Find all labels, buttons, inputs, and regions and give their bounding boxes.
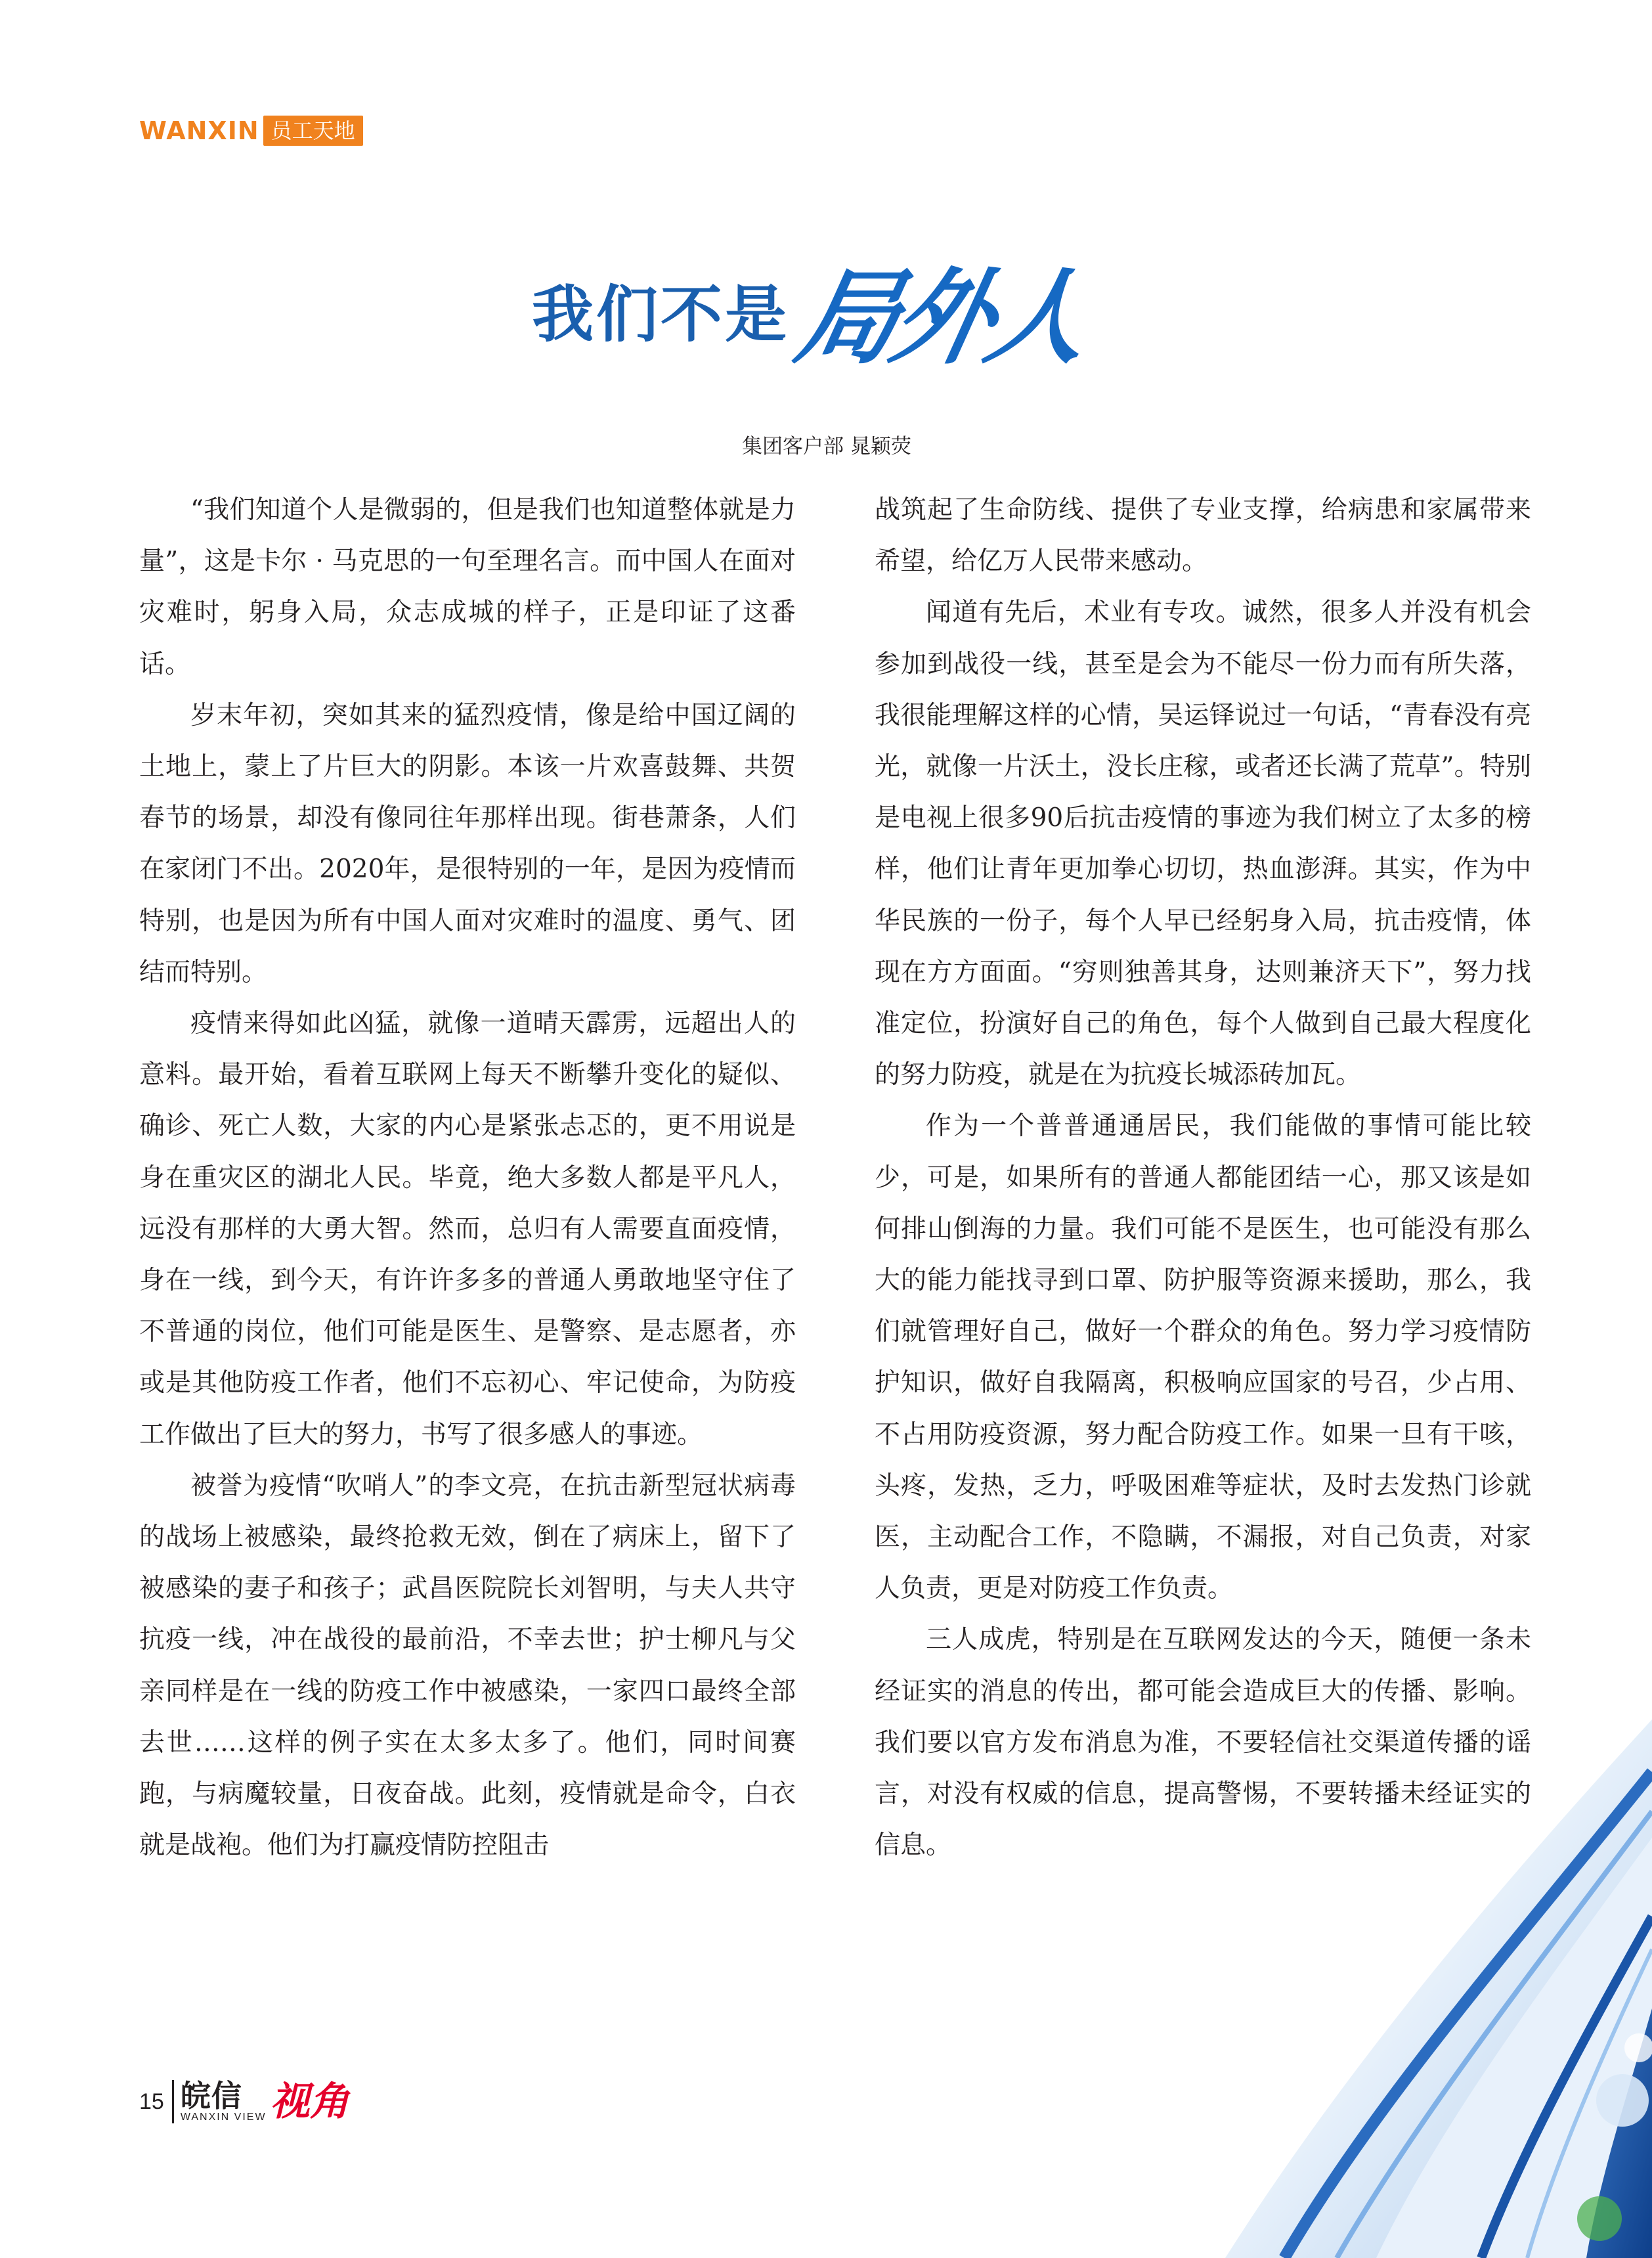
paragraph: 岁末年初，突如其来的猛烈疫情，像是给中国辽阔的土地上，蒙上了片巨大的阴影。本该一片欢喜鼓舞、共贺春节的场景，却没有像同往年那样出现。街巷萧条，人们在家闭门不出。2020年，是很特别的一年，是因为疫情而特别，也是因为所有中国人面对灾难时的温度、勇气、团结而特别。 [139, 700, 796, 987]
header-section-label: 员工天地 [263, 116, 363, 146]
title-part-2: 局外人 [787, 258, 1097, 379]
paragraph: 三人成虎，特别是在互联网发达的今天，随便一条未经证实的消息的传出，都可能会造成巨大的传播、影响。我们要以官方发布消息为准，不要轻信社交渠道传播的谣言，对没有权威的信息，提高警惕，不要转播未经证实的信息。 [875, 1625, 1531, 1861]
paragraph: “我们知道个人是微弱的，但是我们也知道整体就是力量”，这是卡尔 · 马克思的一句至理名言。而中国人在面对灾难时，躬身入局，众志成城的样子，正是印证了这番话。 [139, 495, 796, 679]
footer-divider [172, 2080, 174, 2123]
paragraph: 作为一个普普通通居民，我们能做的事情可能比较少，可是，如果所有的普通人都能团结一心，那又该是如何排山倒海的力量。我们可能不是医生，也可能没有那么大的能力能找寻到口罩、防护服等资源来援助，那么，我们就管理好自己，做好一个群众的角色。努力学习疫情防护知识，做好自我隔离，积极响应国家的号召，少占用、不占用防疫资源，努力配合防疫工作。如果一旦有干咳，头疼，发热，乏力，呼吸困难等症状，及时去发热门诊就医，主动配合工作，不隐瞒，不漏报，对自己负责，对家人负责，更是对防疫工作负责。 [875, 1111, 1531, 1604]
page-number: 15 [139, 2089, 164, 2114]
right-column [875, 485, 1531, 1871]
paragraph: 被誉为疫情“吹哨人”的李文亮，在抗击新型冠状病毒的战场上被感染，最终抢救无效，倒在了病床上，留下了被感染的妻子和孩子；武昌医院院长刘智明，与夫人共守抗疫一线，冲在战役的最前沿，不幸去世；护士柳凡与父亲同样是在一线的防疫工作中被感染，一家四口最终全部去世……这样的例子实在太多太多了。他们，同时间赛跑，与病魔较量，日夜奋战。此刻，疫情就是命令，白衣就是战袍。他们为打赢疫情防控阻击 [139, 1471, 796, 1861]
paragraph: 疫情来得如此凶猛，就像一道晴天霹雳，远超出人的意料。最开始，看着互联网上每天不断攀升变化的疑似、确诊、死亡人数，大家的内心是紧张忐忑的，更不用说是身在重灾区的湖北人民。毕竟，绝大多数人都是平凡人，远没有那样的大勇大智。然而，总归有人需要直面疫情，身在一线，到今天，有许许多多的普通人勇敢地坚守住了不普通的岗位，他们可能是医生、是警察、是志愿者，亦或是其他防疫工作者，他们不忘初心、牢记使命，为防疫工作做出了巨大的努力，书写了很多感人的事迹。 [139, 1009, 796, 1450]
header-brand: WANXIN [139, 116, 259, 145]
footer-brand-logo [181, 2080, 267, 2123]
article-title [532, 250, 1097, 379]
title-part-1: 我们不是 [532, 278, 790, 351]
paragraph: 闻道有先后，术业有专攻。诚然，很多人并没有机会参加到战役一线，甚至是会为不能尽一份力而有所失落，我很能理解这样的心情，吴运铎说过一句话，“青春没有亮光，就像一片沃土，没长庄稼，或者还长满了荒草”。特别是电视上很多90后抗击疫情的事迹为我们树立了太多的榜样，他们让青年更加拳心切切，热血澎湃。其实，作为中华民族的一份子，每个人早已经躬身入局，抗击疫情，体现在方方面面。“穷则独善其身，达则兼济天下”，努力找准定位，扮演好自己的角色，每个人做到自己最大程度化的努力防疫，就是在为抗疫长城添砖加瓦。 [875, 598, 1531, 1090]
footer-brand-cn: 皖信 [180, 2078, 242, 2114]
page-footer [139, 2075, 349, 2128]
left-column [139, 485, 796, 1871]
section-header-tag [139, 116, 363, 146]
paragraph-continued: 战筑起了生命防线、提供了专业支撑，给病患和家属带来希望，给亿万人民带来感动。 [875, 495, 1531, 577]
footer-brand-sub: 视角 [270, 2079, 349, 2125]
footer-brand-en: WANXIN VIEW [180, 2112, 267, 2123]
byline: 集团客户部 晁颖荧 [742, 435, 911, 458]
